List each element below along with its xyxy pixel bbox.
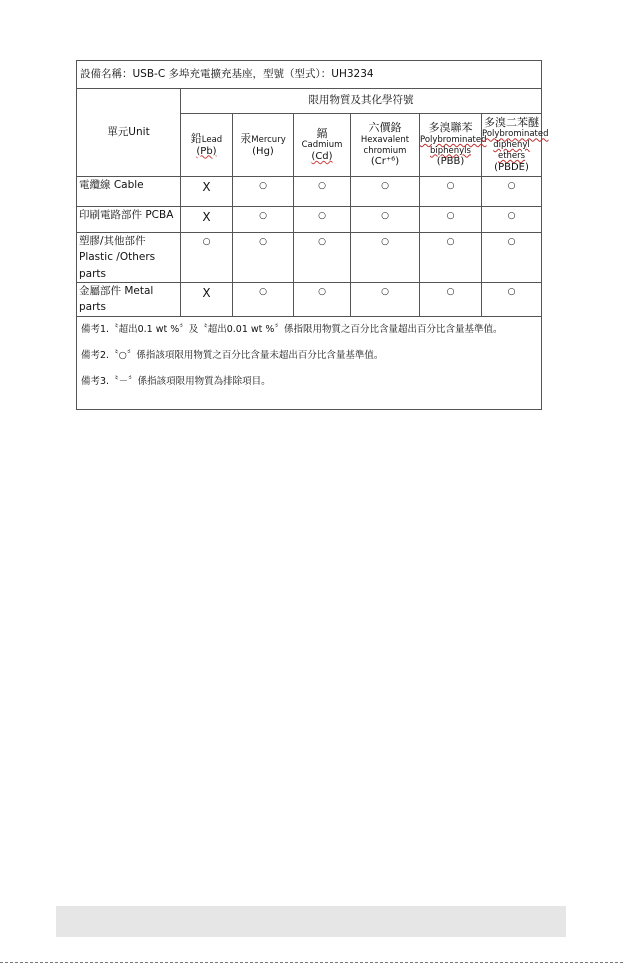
cell-value: ○ xyxy=(507,287,516,297)
table-row xyxy=(77,283,542,317)
cell-value: ○ xyxy=(381,181,389,191)
cell-value: ○ xyxy=(318,287,326,297)
row-label: 塑膠/其他部件 Plastic /Others parts xyxy=(77,233,181,283)
table-row xyxy=(77,177,542,207)
substance-en: Mercury xyxy=(251,134,286,145)
cell-value: X xyxy=(202,180,211,194)
note-3: 備考3.〝－〞係指該項限用物質為排除項目。 xyxy=(81,375,271,387)
unit-header: 單元Unit xyxy=(77,89,181,177)
cell-value: ○ xyxy=(381,211,389,221)
substance-zh: 鎘 xyxy=(316,126,328,140)
substances-group-header: 限用物質及其化學符號 xyxy=(181,89,542,114)
cell-value: ○ xyxy=(507,181,516,191)
cell-value: ○ xyxy=(446,237,455,247)
substance-en: Polybrominated biphenyls xyxy=(420,134,487,156)
substance-header-mercury xyxy=(233,114,294,177)
cell-value: ○ xyxy=(446,211,455,221)
substance-symbol: (Cd) xyxy=(311,150,333,162)
row-label: 電纜線 Cable xyxy=(77,177,181,207)
cell-value: ○ xyxy=(318,211,326,221)
substance-symbol: (Cr⁺⁶) xyxy=(370,156,400,168)
cell-value: X xyxy=(202,210,211,224)
row-label: 印刷電路部件 PCBA xyxy=(77,207,181,233)
substance-en: Polybrominated diphenyl ethers xyxy=(482,129,549,161)
cell-value: ○ xyxy=(259,181,267,191)
row-label: 金屬部件 Metal parts xyxy=(77,283,181,317)
cell-value: ○ xyxy=(446,287,455,297)
cell-value: ○ xyxy=(259,237,267,247)
table-row xyxy=(77,207,542,233)
substance-zh: 多溴聯苯 xyxy=(428,121,473,135)
cell-value: ○ xyxy=(446,181,455,191)
substance-zh: 汞 xyxy=(240,131,252,145)
cell-value: ○ xyxy=(381,237,389,247)
cell-value: ○ xyxy=(381,287,389,297)
cell-value: ○ xyxy=(259,211,267,221)
substance-en: Hexavalent chromium xyxy=(360,134,410,156)
substance-header-pbb xyxy=(420,114,487,177)
cell-value: ○ xyxy=(318,237,326,247)
substance-zh: 多溴二苯醚 xyxy=(484,115,540,129)
note-1: 備考1.〝超出0.1 wt %〞及〝超出0.01 wt %〞係指限用物質之百分比含量超出百分比含量基準值。 xyxy=(81,323,503,335)
note-2: 備考2.〝○〞係指該項限用物質之百分比含量未超出百分比含量基準值。 xyxy=(81,349,384,361)
cell-value: ○ xyxy=(318,181,326,191)
notes-section xyxy=(77,316,542,409)
table-title: 設備名稱：USB-C 多埠充電擴充基座，型號（型式）：UH3234 xyxy=(77,61,542,89)
rohs-table xyxy=(76,60,549,410)
page-bottom-rule xyxy=(0,962,623,963)
substance-zh: 鉛 xyxy=(190,131,202,145)
substance-header-lead xyxy=(181,114,233,177)
substance-header-pbde xyxy=(482,114,549,177)
table-row xyxy=(77,233,542,283)
cell-value: ○ xyxy=(507,211,516,221)
cell-value: X xyxy=(202,286,211,300)
substance-en: Cadmium xyxy=(301,140,343,151)
footer-bar xyxy=(56,906,566,937)
cell-value: ○ xyxy=(507,237,516,247)
substance-zh: 六價鉻 xyxy=(368,121,402,135)
cell-value: ○ xyxy=(202,237,211,247)
substance-symbol: (Hg) xyxy=(252,145,274,157)
substance-header-cadmium xyxy=(294,114,351,177)
substance-symbol: (PBB) xyxy=(436,156,465,168)
substance-en: Lead xyxy=(201,134,223,145)
substance-header-chromium xyxy=(351,114,420,177)
substance-symbol: (Pb) xyxy=(196,145,217,157)
cell-value: ○ xyxy=(259,287,267,297)
substance-symbol: (PBDE) xyxy=(494,161,529,173)
